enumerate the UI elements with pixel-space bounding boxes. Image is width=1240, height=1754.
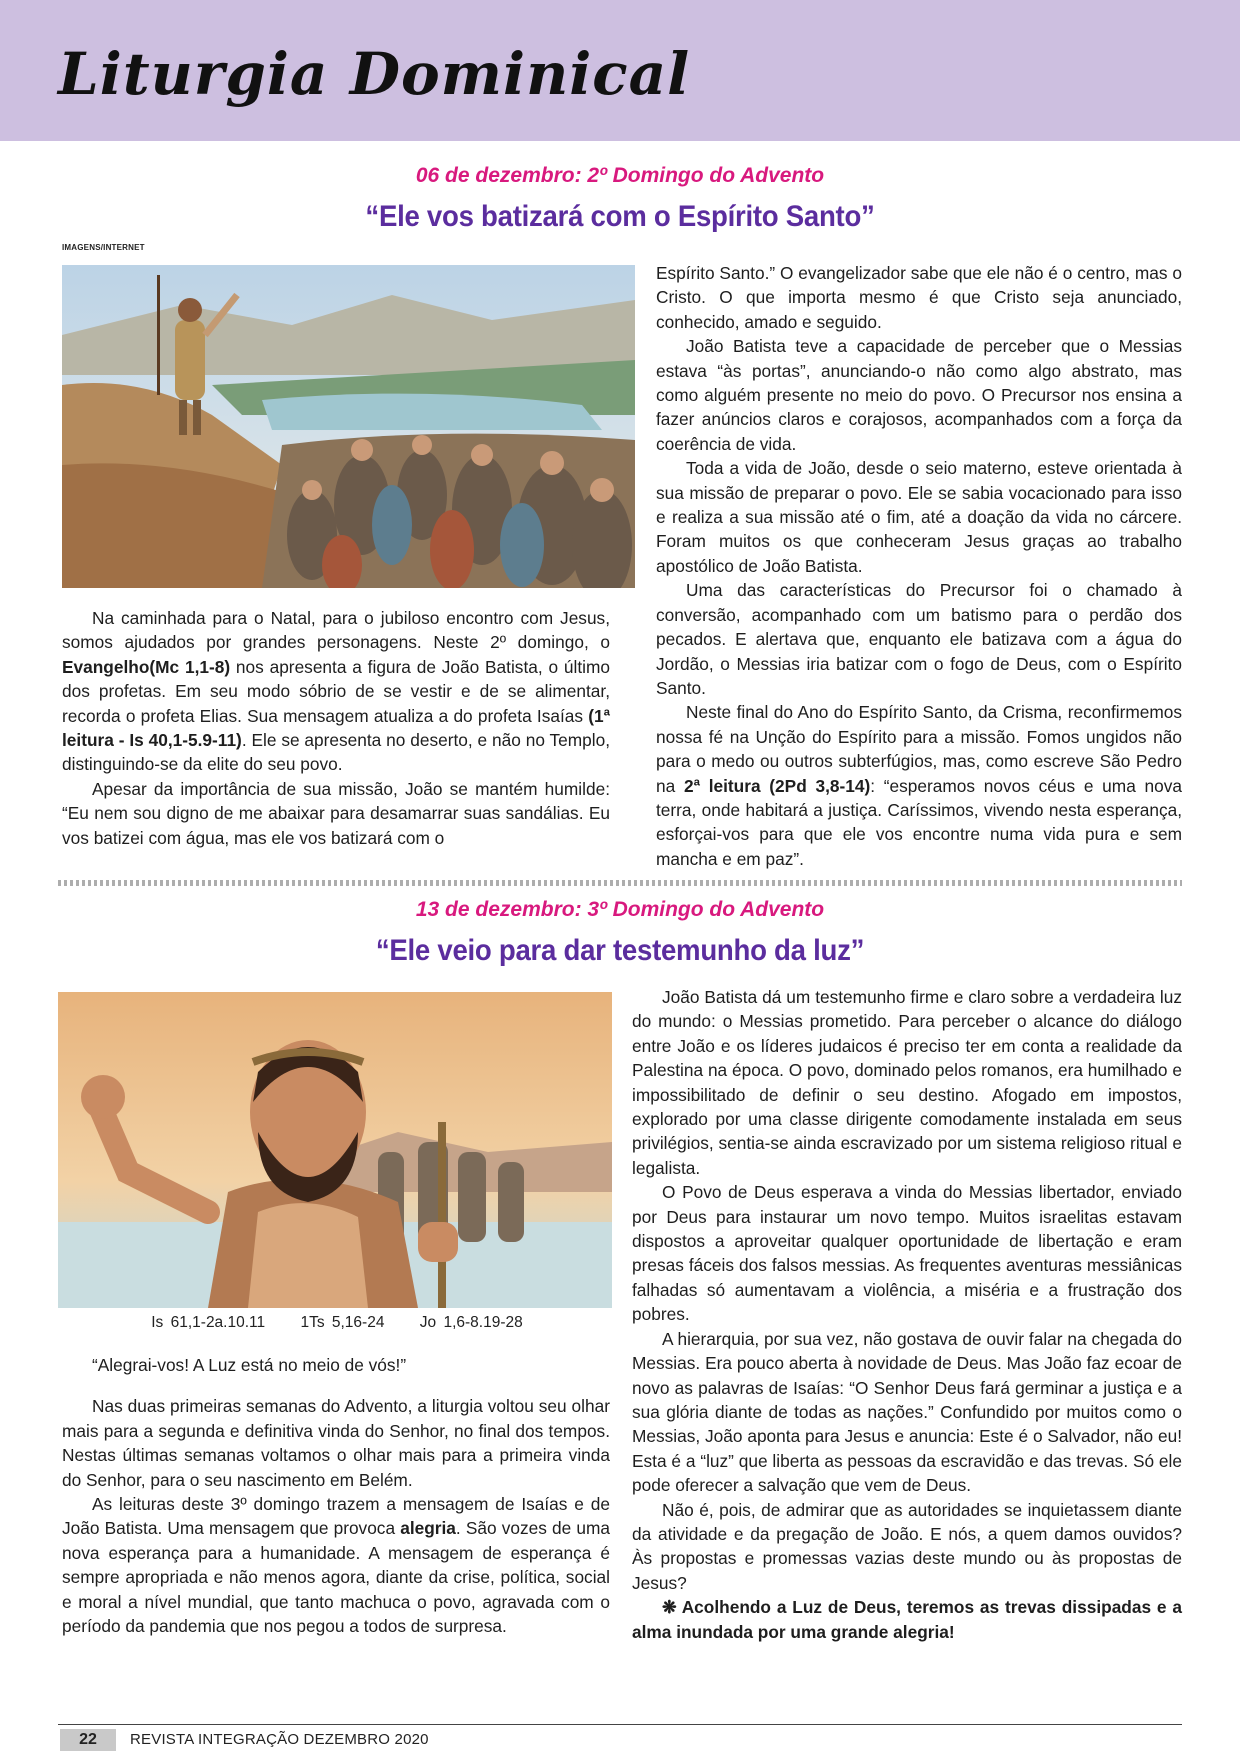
text-run: Acolhendo a Luz de Deus, teremos as trevas dissipadas e a alma inundada por uma grande alegria! (632, 1597, 1183, 1642)
section2-right-column (632, 985, 1182, 1644)
paragraph: A hierarquia, por sua vez, não gostava de ouvir falar na chegada do Messias. Era pouco aberta à novidade de Deus. Mas João faz ecoar de novo as palavras de Isaías: “O Senhor Deus fará germinar a justiça e a sua glória diante de todas as nações.” Confundido por muitos como o Messias, João aponta para Jesus e anuncia: Este é o Salvador, não eu! Esta é a “luz” que liberta as pessoas da escravidão e das trevas. Só ele pode oferecer a salvação que vem de Deus. (632, 1328, 1182, 1496)
reference-gospel: Jo 1,6-8.19-28 (419, 1314, 523, 1331)
scripture-references (62, 1314, 612, 1332)
section1-left-column (62, 606, 610, 850)
john-baptist-portrait-illustration (58, 992, 612, 1308)
reference-first-reading: Is 61,1-2a.10.11 (151, 1314, 266, 1331)
flower-icon: ❋ (662, 1597, 682, 1618)
section-divider (58, 880, 1182, 886)
paragraph: João Batista teve a capacidade de perceber que o Messias estava “às portas”, anunciando-o não como algo abstrato, mas como alguém presente no meio do povo. O Precursor nos ensina a fazer anúncios claros e corajosos, acompanhados com a força da coerência de vida. (656, 336, 1182, 454)
text-run: Na caminhada para o Natal, para o jubiloso encontro com Jesus, somos ajudados por grandes personagens. Neste 2º domingo, o (62, 608, 610, 653)
paragraph: Não é, pois, de admirar que as autoridades se inquietassem diante da atividade e da pregação de João. E nós, a quem damos ouvidos? Às propostas e promessas vazias deste mundo ou às propostas de Jesus? (632, 1499, 1182, 1593)
text-run: nos apresenta a figura de João Batista, o último dos profetas. Em seu modo sóbrio de se vestir e de se alimentar, recorda o profeta Elias. Sua mensagem atualiza a do profeta Isaías (62, 656, 610, 726)
closing-statement (632, 1595, 1182, 1644)
header-band (0, 0, 1240, 141)
footer-rule (58, 1724, 1182, 1725)
section2-date: 13 de dezembro: 3º Domingo do Advento (415, 898, 825, 921)
reference-second-reading: 1Ts 5,16-24 (300, 1314, 385, 1331)
paragraph: Toda a vida de João, desde o seio materno, esteve orientada à sua missão de preparar o povo. Ele se sabia vocacionado para isso e realiza a sua missão até o fim, até a doação da vida no cárcere. Foram muitos os que conheceram Jesus graças ao trabalho apostólico de João Batista. (656, 458, 1182, 576)
section1-headline: “Ele vos batizará com o Espírito Santo” (365, 200, 875, 233)
publication-name: REVISTA INTEGRAÇÃO DEZEMBRO 2020 (130, 1731, 429, 1748)
section1-date: 06 de dezembro: 2º Domingo do Advento (415, 164, 825, 187)
section1-right-column (656, 261, 1182, 871)
paragraph (62, 606, 610, 777)
paragraph (62, 1492, 610, 1638)
paragraph: Nas duas primeiras semanas do Advento, a liturgia voltou seu olhar mais para a segunda e definitiva vinda do Senhor, no final dos tempos. Nestas últimas semanas voltamos o olhar mais para a primeira vinda do Senhor, para o seu nascimento em Belém. (62, 1396, 610, 1490)
john-baptist-preaching-illustration (62, 265, 635, 588)
text-run: . São vozes de uma nova esperança para a humanidade. A mensagem de esperança é sempre apropriada e não menos agora, diante da crise, política, social e moral a nível mundial, que tanto machuca o povo, agravada com o período da pandemia que nos pegou a todos de surpresa. (62, 1518, 610, 1637)
second-reading-reference: 2ª leitura (2Pd 3,8-14) (683, 775, 871, 796)
paragraph: Apesar da importância de sua missão, João se mantém humilde: “Eu nem sou digno de me abaixar para desamarrar suas sandálias. Eu vos batizei com água, mas ele vos batizará com o (62, 778, 610, 848)
paragraph: O Povo de Deus esperava a vinda do Messias libertador, enviado por Deus para instaurar um novo tempo. Muitos israelitas estavam dispostos a aproveitar qualquer oportunidade de libertação e eram presas fáceis dos falsos messias. As frequentes aventuras messiânicas falhadas só aumentavam a violência, a miséria e a frustração dos pobres. (632, 1182, 1182, 1325)
antiphon-quote: “Alegrai-vos! A Luz está no meio de vós!” (92, 1355, 407, 1375)
page-number: 22 (60, 1729, 116, 1751)
text-run: . Ele se apresenta no deserto, e não no Templo, distinguindo-se da elite do seu povo. (62, 730, 610, 775)
gospel-reference: Evangelho(Mc 1,1-8) (62, 656, 231, 677)
image-credit: IMAGENS/INTERNET (62, 243, 145, 252)
first-reading-reference: (1ª leitura - Is 40,1-5.9-11) (62, 705, 610, 751)
paragraph: Espírito Santo.” O evangelizador sabe que ele não é o centro, mas o Cristo. O que importa mesmo é que Cristo seja anunciado, conhecido, amado e seguido. (656, 263, 1182, 332)
paragraph: Uma das características do Precursor foi o chamado à conversão, acompanhado com um batismo para o perdão dos pecados. E alertava que, enquanto ele batizava com a água do Jordão, o Messias iria batizar com o fogo de Deus, com o Espírito Santo. (656, 580, 1182, 698)
paragraph: João Batista dá um testemunho firme e claro sobre a verdadeira luz do mundo: o Messias prometido. Para perceber o alcance do diálogo entre João e os líderes judaicos é preciso ter em conta a realidade da Palestina na época. O povo, dominado pelos romanos, era humilhado e impossibilitado de definir o seu destino. Afogado em impostos, explorado por uma classe dirigente comodamente instalada em seus privilégios, sentia-se ainda escravizado por um sistema religioso ritual e legalista. (632, 987, 1182, 1178)
paragraph (656, 700, 1182, 871)
text-run: As leituras deste 3º domingo trazem a mensagem de Isaías e de João Batista. Uma mensagem que provoca (62, 1494, 610, 1539)
section-title: Liturgia Dominical (58, 40, 691, 108)
text-run: : “esperamos novos céus e uma nova terra, onde habitará a justiça. Caríssimos, vivendo nesta esperança, esforçai-vos para que ele vos encontre numa vida pura e sem mancha e em paz”. (656, 775, 1183, 869)
highlight-word: alegria (400, 1518, 456, 1539)
section2-headline: “Ele veio para dar testemunho da luz” (375, 934, 865, 967)
section2-left-column (62, 1353, 610, 1638)
text-run: Neste final do Ano do Espírito Santo, da Crisma, reconfirmemos nossa fé na Unção do Espírito para a missão. Fomos ungidos não para o medo ou outros subterfúgios, mas, como escreve São Pedro na (656, 702, 1182, 796)
